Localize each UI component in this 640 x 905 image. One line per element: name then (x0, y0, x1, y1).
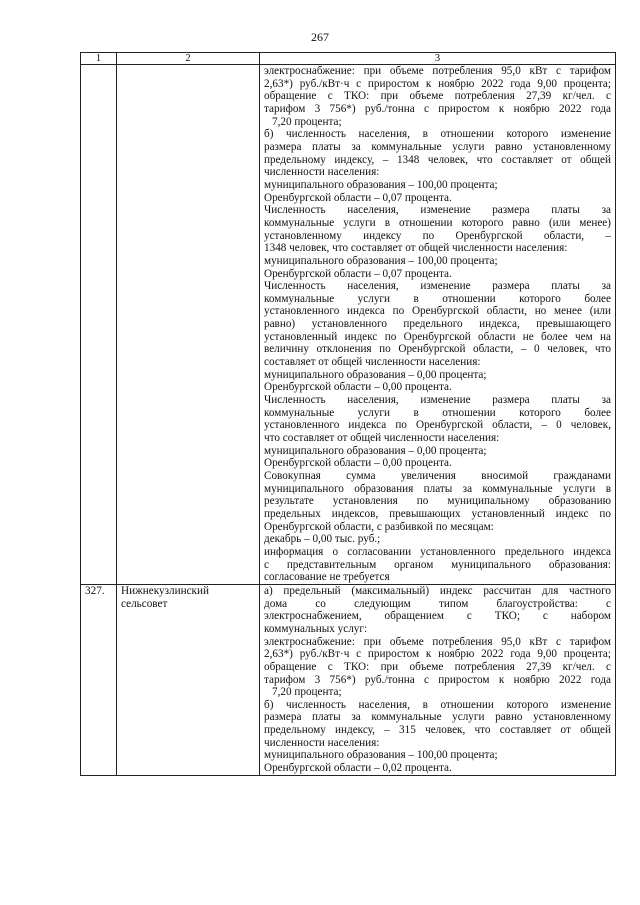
text-line: Оренбургской области – 0,00 процента. (264, 457, 452, 470)
text-line: б) численность населения, в отношении которого изменение (264, 698, 611, 711)
column-header-3: 3 (260, 53, 616, 65)
text-line: размера платы за коммунальные услуги равно установленному (264, 711, 611, 724)
text-line: муниципального образования платы за коммунальные услуги в (264, 482, 611, 495)
text-line: электроснабжение: при объеме потребления 95,0 кВт с тарифом (264, 635, 611, 648)
text-line: муниципального образования – 100,00 процента; (264, 178, 498, 191)
text-line: 7,20 процента; (272, 686, 342, 699)
text-line: согласование не требуется (264, 571, 390, 584)
page-number: 267 (311, 30, 329, 44)
text-line: установленного индекса по Оренбургской области, – 0 человек, (264, 419, 611, 432)
text-line: величину отклонения по Оренбургской области, – 0 человек, что (264, 343, 611, 356)
text-line: декабрь – 0,00 тыс. руб.; (264, 533, 381, 546)
text-line: тарифом 3 756*) руб./тонна с приростом к ноябрю 2022 года (264, 673, 611, 686)
text-line: Оренбургской области, с разбивкой по месяцам: (264, 520, 494, 533)
table-header-row (81, 53, 616, 65)
row-description (260, 65, 616, 585)
text-line: 2,63*) руб./кВт·ч с приростом к ноябрю 2022 года 9,00 процента; (264, 648, 611, 661)
text-line: Оренбургской области – 0,00 процента. (264, 381, 452, 394)
table-row (81, 584, 616, 775)
text-line: муниципального образования – 100,00 процента; (264, 254, 498, 267)
text-line: муниципального образования – 0,00 процента; (264, 368, 487, 381)
text-line: Оренбургской области – 0,07 процента. (264, 267, 452, 280)
text-line: тарифом 3 756*) руб./тонна с приростом к ноябрю 2022 года (264, 102, 611, 115)
text-line: численности населения: (264, 166, 380, 179)
text-line: Численность населения, изменение размера платы за (264, 280, 611, 293)
text-line: равно) установленного предельного индекса, превышающего (264, 318, 611, 331)
text-line: а) предельный (максимальный) индекс рассчитан для частного (264, 584, 611, 597)
text-line: установленного индекса по Оренбургской области, но менее (или (264, 305, 611, 318)
text-line: установленный индекс по Оренбургской области не более чем на (264, 330, 611, 343)
text-line: численности населения: (264, 736, 380, 749)
text-line: электроснабжение: при объеме потребления 95,0 кВт с тарифом (264, 65, 611, 77)
text-line: с представительным органом муниципального образования: (264, 558, 611, 571)
text-line: коммунальные услуги в отношении которого более (264, 292, 611, 305)
text-line: обращение с ТКО: при объеме потребления 27,39 кг/чел. с (264, 90, 611, 103)
text-line: установленному индексу по Оренбургской области, – (264, 229, 611, 242)
row-number: 327. (81, 584, 117, 775)
text-line: информация о согласовании установленного предельного индекса (264, 545, 611, 558)
column-header-1: 1 (81, 53, 117, 65)
text-line: предельных индексов, превышающих установленный индекс по (264, 507, 611, 520)
row-number (81, 65, 117, 585)
column-header-2: 2 (117, 53, 260, 65)
text-line: 1348 человек, что составляет от общей численности населения: (264, 242, 568, 255)
text-line: 7,20 процента; (272, 115, 342, 128)
text-line: муниципального образования – 0,00 процента; (264, 444, 487, 457)
text-line: дома со следующим типом благоустройства: с (264, 597, 611, 610)
text-line: коммунальные услуги в отношении которого более (264, 406, 611, 419)
text-line: муниципального образования – 100,00 процента; (264, 749, 498, 762)
text-line: результате установления по муниципальному образованию (264, 495, 611, 508)
text-line: обращение с ТКО: при объеме потребления 27,39 кг/чел. с (264, 660, 611, 673)
text-line: коммунальные услуги в отношении которого равно (или менее) (264, 216, 611, 229)
municipality-name (117, 65, 260, 585)
text-line: Численность населения, изменение размера платы за (264, 394, 611, 407)
text-line: предельному индексу, – 1348 человек, что составляет от общей (264, 153, 611, 166)
text-line: Оренбургской области – 0,02 процента. (264, 762, 452, 775)
text-line: составляет от общей численности населения: (264, 356, 481, 369)
text-line: что составляет от общей численности населения: (264, 432, 500, 445)
municipality-name: Нижнекузлинский сельсовет (117, 584, 260, 775)
text-line: электроснабжением, обращением с ТКО; с набором (264, 610, 611, 623)
text-line: предельному индексу, – 315 человек, что составляет от общей (264, 724, 611, 737)
text-line: коммунальных услуг: (264, 622, 368, 635)
text-line: Оренбургской области – 0,07 процента. (264, 191, 452, 204)
document-table (80, 52, 616, 776)
text-line: б) численность населения, в отношении которого изменение (264, 128, 611, 141)
text-line: 2,63*) руб./кВт·ч с приростом к ноябрю 2022 года 9,00 процента; (264, 77, 611, 90)
text-line: Численность населения, изменение размера платы за (264, 204, 611, 217)
row-description (260, 584, 616, 775)
text-line: Совокупная сумма увеличения вносимой гражданами (264, 470, 611, 482)
text-line: размера платы за коммунальные услуги равно установленному (264, 140, 611, 153)
table-row (81, 65, 616, 585)
